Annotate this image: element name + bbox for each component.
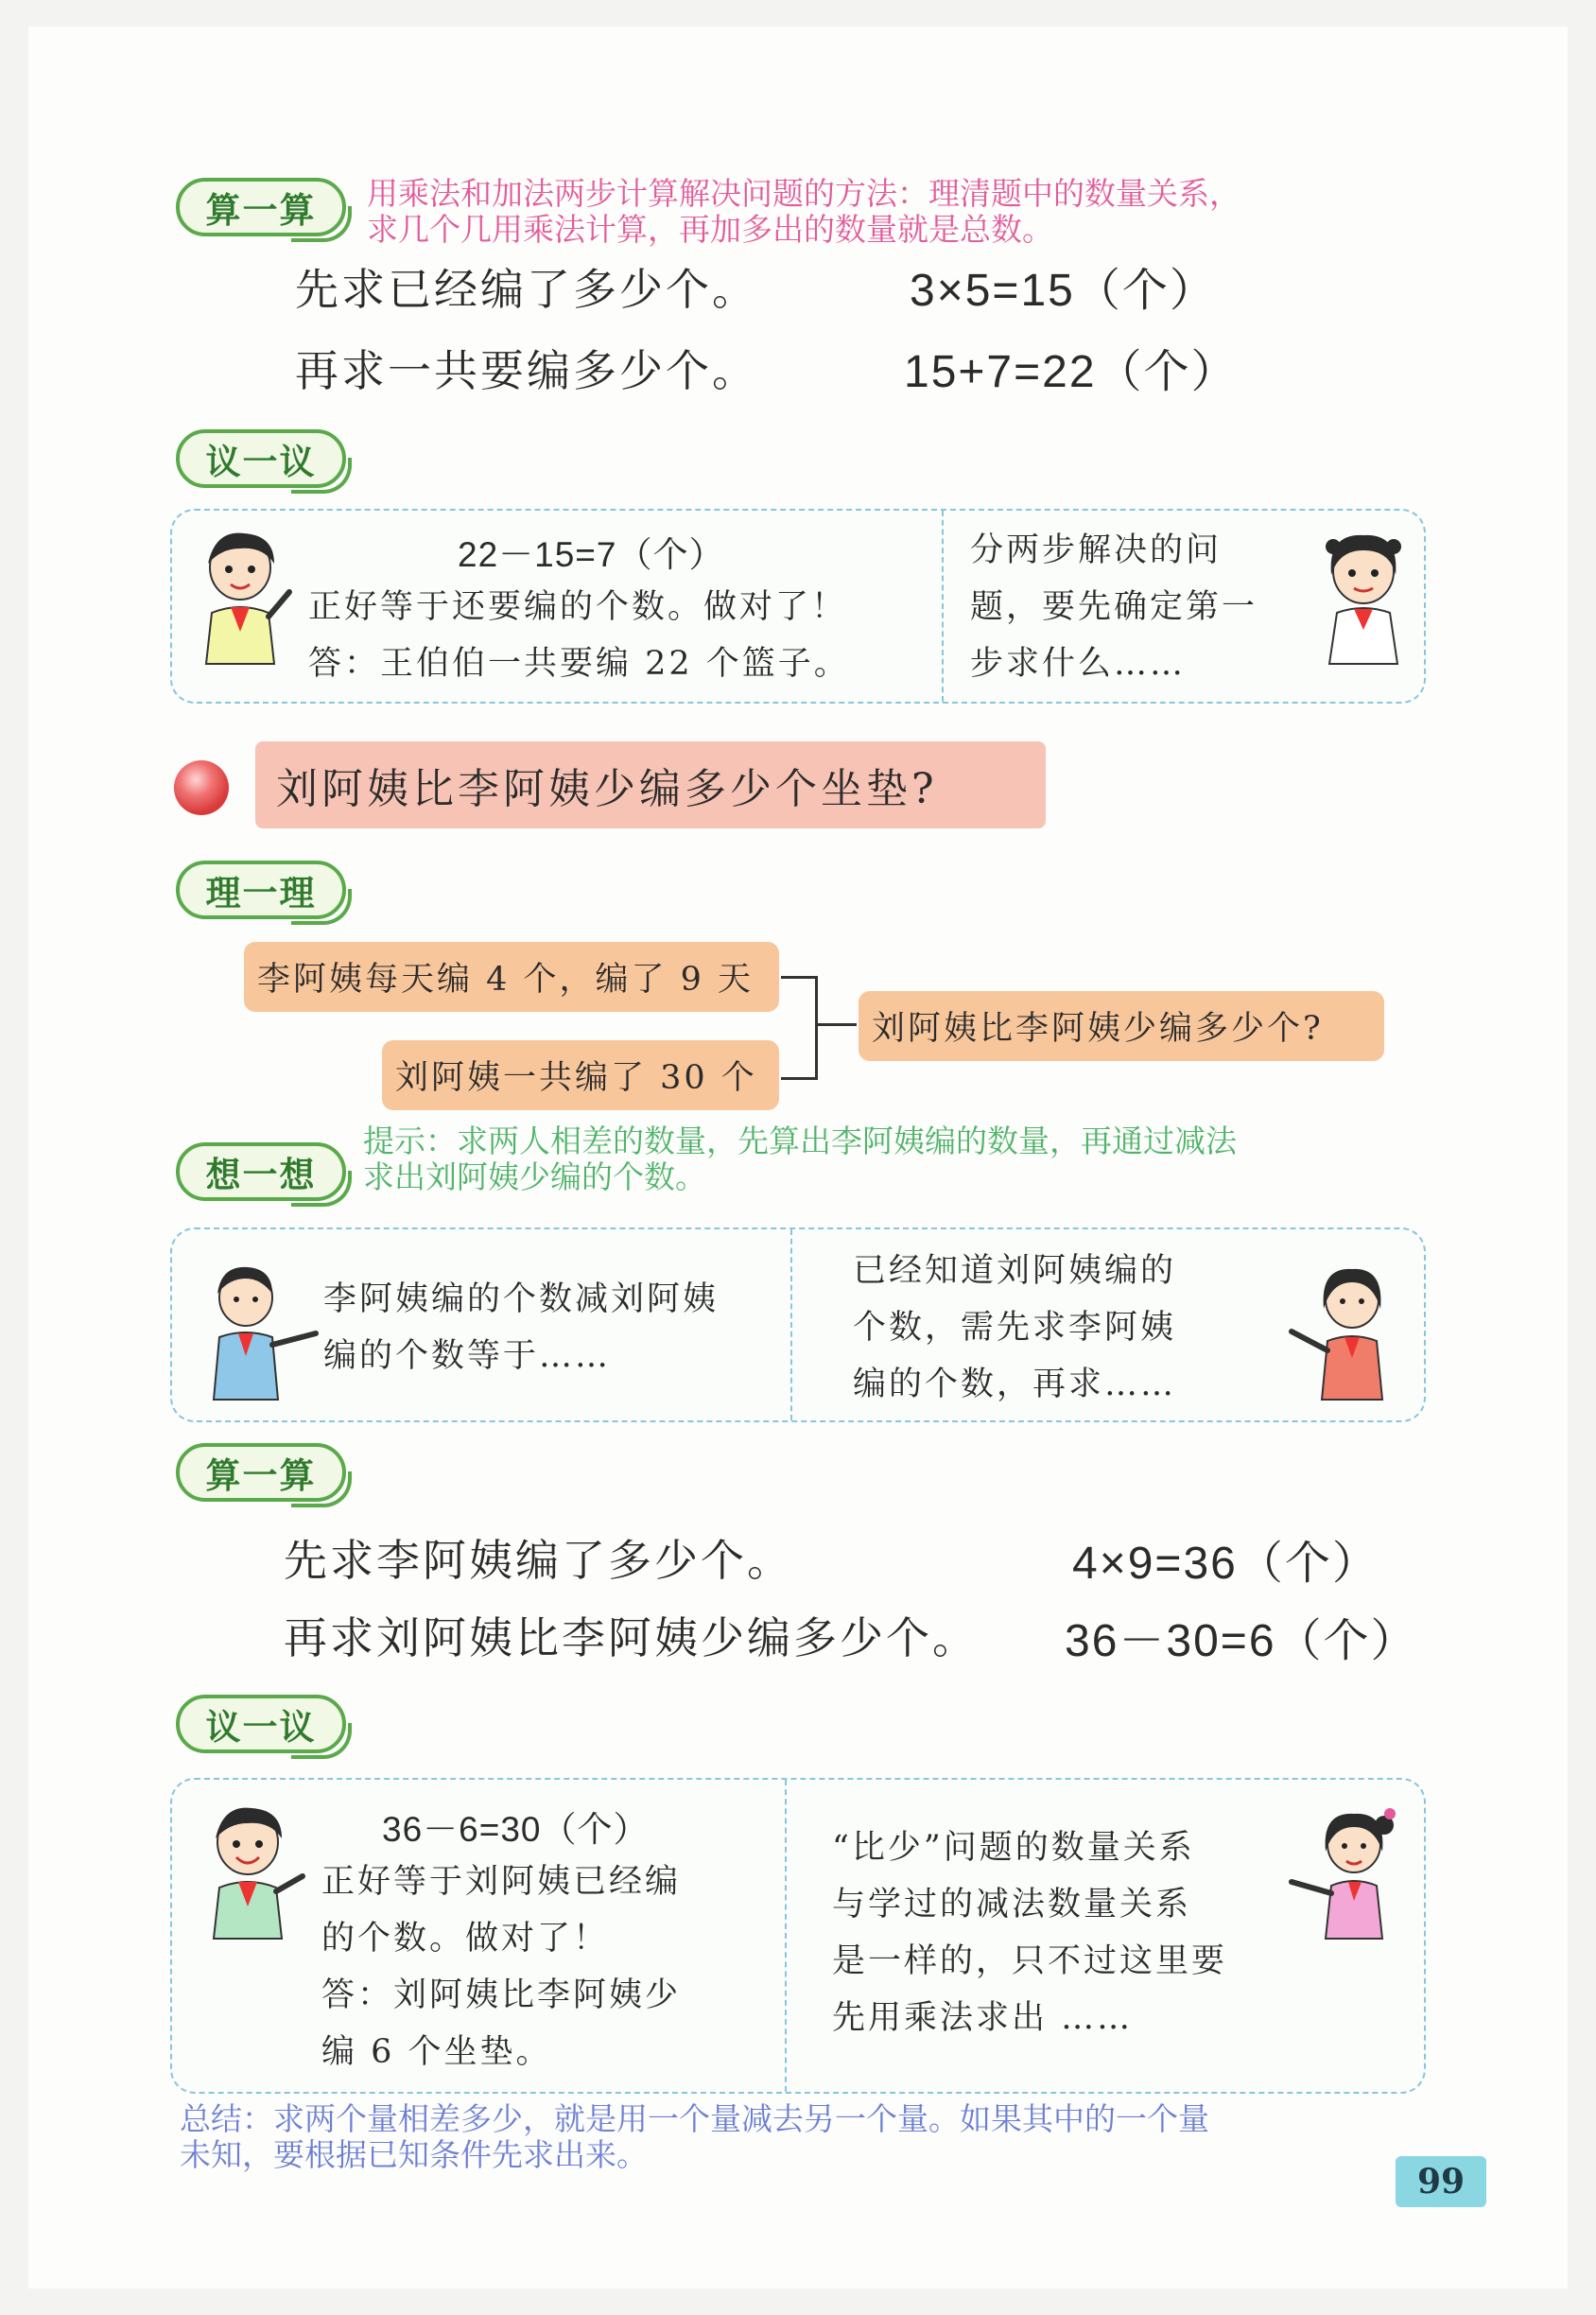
section-tag-calculate-1: 算一算 [176, 178, 346, 236]
girl-gesturing-icon [1278, 1258, 1401, 1405]
think-left-line1: 李阿姨编的个数减刘阿姨 [323, 1280, 720, 1318]
discussion-divider-1 [942, 511, 944, 702]
summary-note [180, 2101, 1428, 2173]
section-tag-discuss-2: 议一议 [176, 1695, 346, 1753]
method-note [367, 176, 1426, 248]
condition-2: 刘阿姨一共编了 30 个 [382, 1040, 779, 1110]
think-right-line1: 已经知道刘阿姨编的 [853, 1252, 1177, 1290]
section-tag-organize: 理一理 [176, 861, 346, 919]
think-divider [790, 1229, 792, 1420]
summary-line1: 总结：求两个量相差多少，就是用一个量减去另一个量。如果其中的一个量 [180, 2100, 1209, 2137]
discuss1-tip-line3: 步求什么…… [970, 645, 1187, 683]
boy-pointing-icon [187, 526, 293, 668]
discuss2-left-line3: 的个数。做对了！ [321, 1920, 610, 1958]
discuss2-tip-line3: 是一样的，只不过这里要 [832, 1942, 1228, 1980]
discuss2-tip-line4: 先用乘法求出 …… [832, 1999, 1134, 2037]
step4-equation: 36－30=6（个） [1065, 1616, 1418, 1666]
think-right-line3: 编的个数，再求…… [853, 1366, 1177, 1403]
boy-smiling-icon [195, 1801, 308, 1942]
discussion-divider-2 [785, 1780, 787, 2092]
girl-icon [1314, 526, 1413, 668]
step2-text: 再求一共要编多少个。 [295, 345, 758, 396]
discuss2-left-line2: 正好等于刘阿姨已经编 [321, 1863, 682, 1901]
girl-pigtails-icon [1280, 1801, 1403, 1942]
discuss2-answer-line1: 答：刘阿姨比李阿姨少 [321, 1976, 682, 2014]
discuss1-tip-line2: 题，要先确定第一 [970, 588, 1258, 626]
section-tag-calculate-2: 算一算 [176, 1443, 346, 1502]
section-tag-discuss-1: 议一议 [176, 429, 346, 488]
hint-note-line2: 求出刘阿姨少编的个数。 [363, 1158, 706, 1195]
hint-note-line1: 提示：求两人相差的数量，先算出李阿姨编的数量，再通过减法 [363, 1123, 1237, 1159]
step4-text: 再求刘阿姨比李阿姨少编多少个。 [284, 1612, 979, 1663]
condition-1: 李阿姨每天编 4 个，编了 9 天 [244, 942, 779, 1012]
red-ball-icon [170, 757, 233, 819]
discuss1-line2: 正好等于还要编的个数。做对了！ [308, 588, 848, 626]
discuss2-tip-line2: 与学过的减法数量关系 [832, 1886, 1192, 1923]
hint-note [363, 1123, 1422, 1195]
question-title: 刘阿姨比李阿姨少编多少个坐垫? [255, 741, 1046, 828]
step2-equation: 15+7=22（个） [904, 347, 1239, 397]
discuss2-equation: 36－6=30（个） [382, 1810, 650, 1849]
boy-gesturing-icon [193, 1258, 325, 1405]
step1-text: 先求已经编了多少个。 [295, 264, 758, 315]
section-tag-think: 想一想 [176, 1142, 346, 1201]
step3-equation: 4×9=36（个） [1072, 1539, 1379, 1589]
think-left-line2: 编的个数等于…… [323, 1337, 612, 1375]
discuss1-answer: 答：王伯伯一共要编 22 个篮子。 [308, 645, 850, 683]
think-right-line2: 个数，需先求李阿姨 [853, 1309, 1177, 1347]
method-note-line2: 求几个几用乘法计算，再加多出的数量就是总数。 [367, 211, 1053, 248]
bracket-line [781, 976, 818, 1080]
discuss2-answer-line2: 编 6 个坐垫。 [321, 2033, 552, 2071]
step3-text: 先求李阿姨编了多少个。 [284, 1535, 793, 1586]
discuss2-tip-line1: “比少”问题的数量关系 [832, 1829, 1195, 1867]
organize-question: 刘阿姨比李阿姨少编多少个? [859, 991, 1384, 1061]
step1-equation: 3×5=15（个） [910, 266, 1217, 316]
discuss1-tip-line1: 分两步解决的问 [970, 531, 1223, 569]
page-number: 99 [1396, 2156, 1486, 2207]
summary-line2: 未知，要根据已知条件先求出来。 [180, 2136, 648, 2173]
bracket-connector [815, 1023, 857, 1026]
method-note-line1: 用乘法和加法两步计算解决问题的方法：理清题中的数量关系， [367, 175, 1240, 212]
discuss1-equation: 22－15=7（个） [458, 535, 725, 574]
